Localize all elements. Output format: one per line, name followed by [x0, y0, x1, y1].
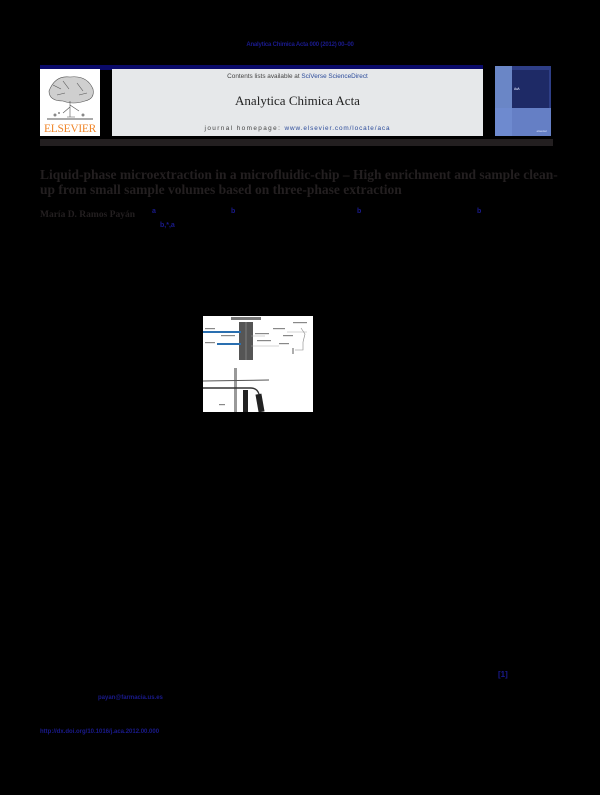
author-list: María D. Ramos Payán — [40, 210, 135, 220]
journal-header-box — [112, 69, 483, 136]
elsevier-tree-icon — [43, 71, 97, 123]
contents-line — [112, 73, 483, 80]
affiliation-mark[interactable]: b,*,a — [160, 222, 175, 229]
cover-title: ᴬᶜᴬ — [514, 87, 520, 93]
cover-publisher: elsevier — [536, 129, 547, 133]
elsevier-logo — [40, 69, 100, 136]
affiliation-mark[interactable]: a — [152, 208, 156, 215]
doi-link[interactable]: http://dx.doi.org/10.1016/j.aca.2012.00.000 — [40, 729, 160, 735]
corresponding-author-email-link[interactable]: payan@farmacia.us.es — [98, 695, 163, 701]
graphical-abstract-figure — [203, 316, 313, 412]
homepage-prefix: journal homepage: — [204, 125, 285, 132]
affiliation-mark[interactable]: b — [231, 208, 236, 215]
article-title: Liquid-phase microextraction in a microfluidic-chip – High enrichment and sample clean-up from small sample volumes based on three-phase extraction — [40, 167, 558, 197]
journal-citation-link[interactable]: Analytica Chimica Acta 000 (2012) 00–00 — [246, 42, 354, 48]
reference-link[interactable]: [1] — [498, 670, 508, 679]
contents-prefix: Contents lists available at — [227, 73, 302, 80]
header-rule — [40, 139, 553, 146]
homepage-line — [112, 125, 483, 132]
sciencedirect-link[interactable]: SciVerse ScienceDirect — [301, 73, 368, 80]
affiliation-mark[interactable]: b — [357, 208, 362, 215]
elsevier-wordmark: ELSEVIER — [44, 123, 96, 135]
journal-cover-image — [495, 66, 551, 136]
journal-title: Analytica Chimica Acta — [235, 93, 360, 108]
affiliation-mark[interactable]: b — [477, 208, 482, 215]
homepage-link[interactable]: www.elsevier.com/locate/aca — [284, 125, 391, 132]
microchip-setup-diagram — [203, 316, 313, 412]
